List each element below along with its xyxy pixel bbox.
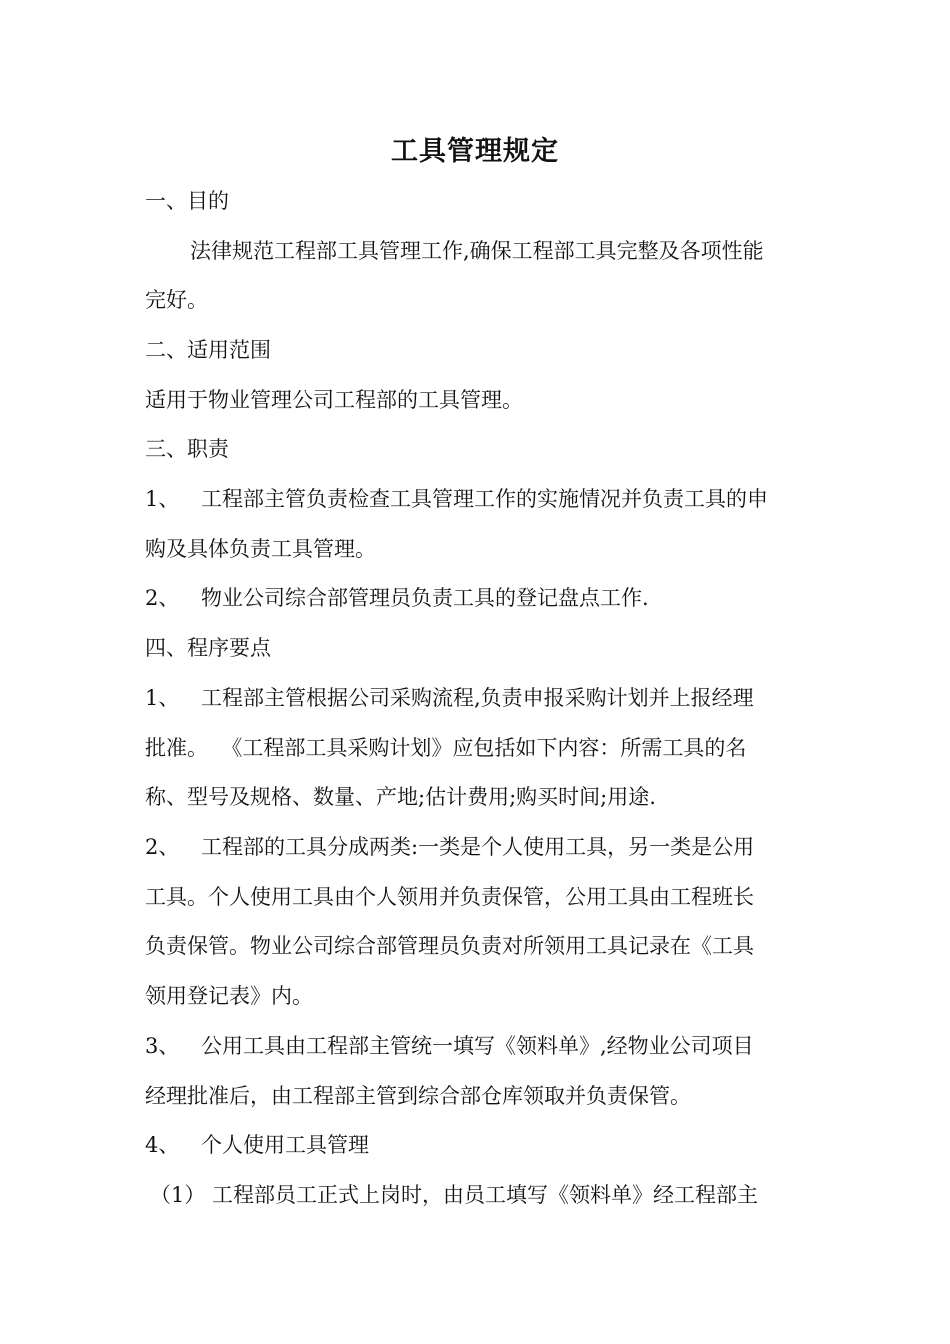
section-heading-purpose <box>145 186 825 216</box>
line-text: 物业公司综合部管理员负责工具的登记盘点工作. <box>201 586 649 610</box>
line-text: 公用工具由工程部主管统一填写《领料单》,经物业公司项目 <box>201 1034 754 1058</box>
line-text: 个人使用工具管理 <box>201 1133 369 1157</box>
line-text: 称、型号及规格、数量、产地;估计费用;购买时间;用途. <box>145 785 656 809</box>
line-text: 四、程序要点 <box>145 636 271 660</box>
line-text: 工程部主管根据公司采购流程,负责申报采购计划并上报经理 <box>201 686 754 710</box>
line-text: 一、目的 <box>145 189 229 213</box>
line-text: 工程部主管负责检查工具管理工作的实施情况并负责工具的申 <box>201 487 768 511</box>
section-heading-scope <box>145 335 825 365</box>
numbered-item <box>145 1031 825 1061</box>
numbered-item <box>145 832 825 862</box>
line-text: 二、适用范围 <box>145 338 271 362</box>
item-number: 1、 <box>145 487 180 511</box>
paragraph-line <box>145 285 825 315</box>
line-text: 购及具体负责工具管理。 <box>145 537 376 561</box>
numbered-item <box>145 1130 825 1160</box>
line-text: 负责保管。物业公司综合部管理员负责对所领用工具记录在《工具 <box>145 934 754 958</box>
section-heading-procedure <box>145 633 825 663</box>
item-number: 4、 <box>145 1133 180 1157</box>
line-text: 适用于物业管理公司工程部的工具管理。 <box>145 388 523 412</box>
paragraph-line <box>145 385 825 415</box>
line-text: 工程部的工具分成两类:一类是个人使用工具，另一类是公用 <box>201 835 755 859</box>
paragraph-line <box>145 534 825 564</box>
line-text: 领用登记表》内。 <box>145 984 313 1008</box>
document-title: 工具管理规定 <box>391 136 559 167</box>
line-text: 法律规范工程部工具管理工作,确保工程部工具完整及各项性能 <box>190 239 764 263</box>
line-text: 经理批准后，由工程部主管到综合部仓库领取并负责保管。 <box>145 1084 691 1108</box>
sub-numbered-item <box>150 1180 830 1210</box>
item-number: （1） <box>150 1183 206 1207</box>
item-number: 2、 <box>145 835 180 859</box>
numbered-item <box>145 583 825 613</box>
line-text: 工程部员工正式上岗时，由员工填写《领料单》经工程部主 <box>212 1183 758 1207</box>
line-text: 完好。 <box>145 288 208 312</box>
section-heading-responsibilities <box>145 434 825 464</box>
paragraph-line <box>145 733 825 763</box>
line-text: 批准。 《工程部工具采购计划》应包括如下内容：所需工具的名 <box>145 736 747 760</box>
item-number: 3、 <box>145 1034 180 1058</box>
paragraph-line <box>145 882 825 912</box>
numbered-item <box>145 484 825 514</box>
item-number: 2、 <box>145 586 180 610</box>
paragraph-line <box>145 981 825 1011</box>
line-text: 工具。个人使用工具由个人领用并负责保管，公用工具由工程班长 <box>145 885 754 909</box>
item-number: 1、 <box>145 686 180 710</box>
paragraph-line <box>145 782 825 812</box>
paragraph-line <box>190 236 870 266</box>
numbered-item <box>145 683 825 713</box>
paragraph-line <box>145 931 825 961</box>
line-text: 三、职责 <box>145 437 229 461</box>
paragraph-line <box>145 1081 825 1111</box>
